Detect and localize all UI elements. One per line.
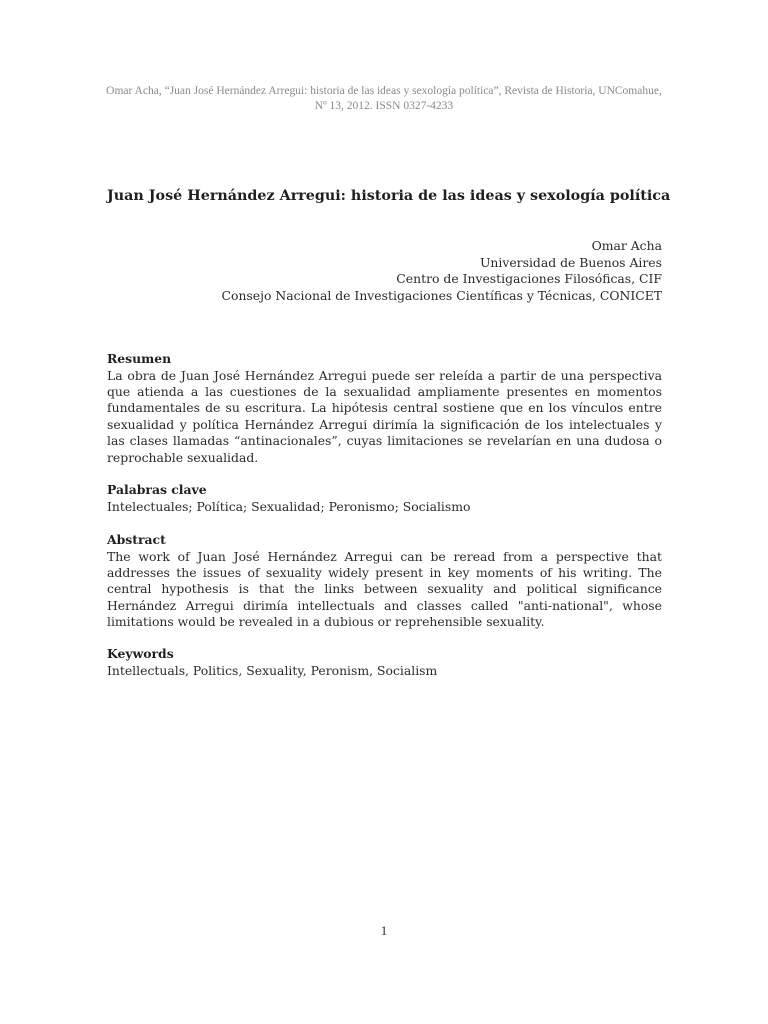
palabras-clave-text: Intelectuales; Política; Sexualidad; Peronismo; Socialismo [107,498,471,514]
palabras-clave-heading: Palabras clave [107,482,207,497]
article-title: Juan José Hernández Arregui: historia de las ideas y sexología política [107,188,671,204]
keywords-text: Intellectuals, Politics, Sexuality, Peronism, Socialism [107,662,438,678]
keywords-section [107,646,662,679]
palabras-clave-section [107,482,662,515]
affiliation-1: Universidad de Buenos Aires [479,254,662,270]
abstract-heading: Abstract [107,532,166,547]
author-block [107,238,662,304]
page-number: 1 [380,923,388,938]
running-header-citation: Omar Acha, “Juan José Hernández Arregui: historia de las ideas y sexología política”, Revista de Historia, UNComahue, Nº 13, 2012. ISSN 0327-4233 [106,85,662,112]
abstract-section [107,532,662,631]
resumen-section [107,351,662,466]
author-name: Omar Acha [591,238,662,253]
resumen-heading: Resumen [107,351,172,366]
affiliation-3: Consejo Nacional de Investigaciones Científicas y Técnicas, CONICET [221,287,662,303]
resumen-text: La obra de Juan José Hernández Arregui puede ser releída a partir de una perspectiva que atienda a las cuestiones de la sexualidad ampliamente presentes en momentos fundamentales de su escritura. La hipótesis central sostiene que en los vínculos entre sexualidad y política Hernández Arregui dirimía la significación de los intelectuales y las clases llamadas “antinacionales”, cuyas limitaciones se revelarían en una dudosa o reprochable sexualidad. [107,367,662,465]
affiliation-2: Centro de Investigaciones Filosóficas, CIF [396,271,662,286]
keywords-heading: Keywords [107,646,174,661]
abstract-text: The work of Juan José Hernández Arregui can be reread from a perspective that addresses the issues of sexuality widely present in key moments of his writing. The central hypothesis is that the links between sexuality and political significance Hernández Arregui dirimía intellectuals and classes called "anti-national", whose limitations would be revealed in a dubious or reprehensible sexuality. [107,548,662,630]
